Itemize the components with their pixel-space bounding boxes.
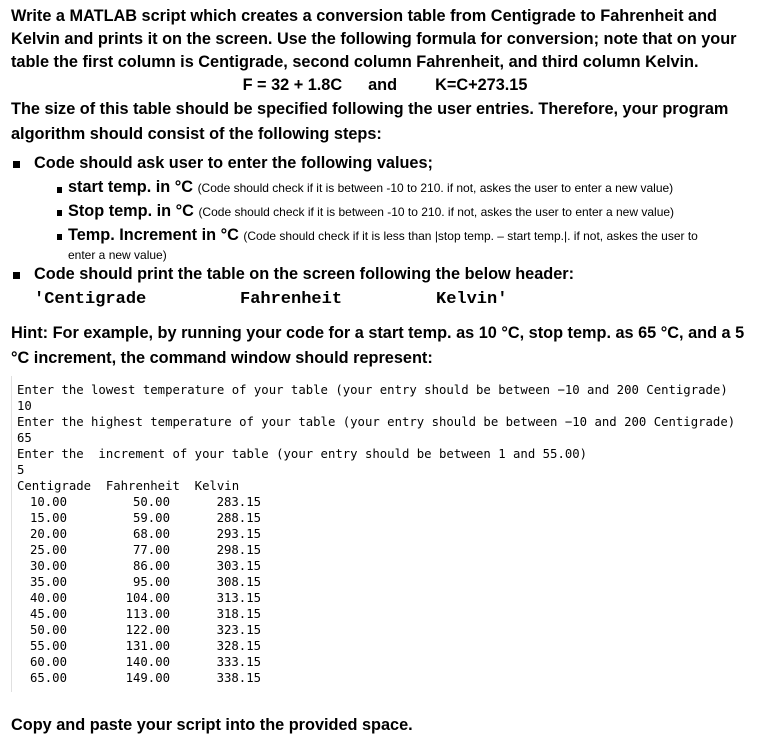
conversion-formula <box>0 74 770 97</box>
console-prompt-highest: Enter the highest temperature of your table (your entry should be between −10 and 200 Centigrade) <box>17 415 736 429</box>
footer-instruction: Copy and paste your script into the provided space. <box>11 716 413 734</box>
console-prompt-increment: Enter the increment of your table (your entry should be between 1 and 55.00) <box>17 447 588 461</box>
hint-paragraph: Hint: For example, by running your code for a start temp. as 10 °C, stop temp. as 65 °C, and a 5 °C increment, the command window should represent: <box>11 324 745 367</box>
table-row <box>17 494 317 510</box>
table-row <box>17 558 317 574</box>
centigrade-cell: 30.00 <box>29 559 67 573</box>
fahrenheit-cell: 95.00 <box>132 575 170 589</box>
centigrade-cell: 65.00 <box>29 671 67 685</box>
increment-label: Temp. Increment in °C <box>68 226 239 244</box>
table-row <box>17 622 317 638</box>
kelvin-cell: 328.15 <box>216 639 261 653</box>
centigrade-cell: 40.00 <box>29 591 67 605</box>
console-entry-highest: 65 <box>17 431 32 445</box>
sub-bullet-icon <box>57 187 62 193</box>
centigrade-cell: 45.00 <box>29 607 67 621</box>
console-entry-increment: 5 <box>17 463 25 477</box>
step-stop-temp <box>68 202 674 221</box>
centigrade-cell: 25.00 <box>29 543 67 557</box>
command-window-output <box>11 376 762 692</box>
table-row <box>17 654 317 670</box>
start-temp-note: (Code should check if it is between -10 to 210. if not, askes the user to enter a new value) <box>197 181 674 195</box>
table-row <box>17 526 317 542</box>
centigrade-cell: 55.00 <box>29 639 67 653</box>
fahrenheit-cell: 50.00 <box>132 495 170 509</box>
increment-note: (Code should check if it is less than |stop temp. – start temp.|. if not, askes the user to <box>243 229 698 243</box>
kelvin-cell: 313.15 <box>216 591 261 605</box>
stop-temp-label: Stop temp. in °C <box>68 202 194 220</box>
header-centigrade: 'Centigrade <box>34 290 147 309</box>
fahrenheit-cell: 131.00 <box>125 639 170 653</box>
sub-bullet-icon <box>57 210 62 216</box>
kelvin-cell: 308.15 <box>216 575 261 589</box>
fahrenheit-formula: F = 32 + 1.8C <box>242 76 343 94</box>
kelvin-cell: 338.15 <box>216 671 261 685</box>
console-table-header: Centigrade Fahrenheit Kelvin <box>17 479 240 493</box>
centigrade-cell: 15.00 <box>29 511 67 525</box>
table-row <box>17 510 317 526</box>
table-row <box>17 670 317 686</box>
step-ask-values: Code should ask user to enter the following values; <box>34 154 433 172</box>
bullet-icon <box>13 161 20 168</box>
fahrenheit-cell: 113.00 <box>125 607 170 621</box>
kelvin-cell: 283.15 <box>216 495 261 509</box>
centigrade-cell: 50.00 <box>29 623 67 637</box>
bullet-icon <box>13 272 20 279</box>
centigrade-cell: 20.00 <box>29 527 67 541</box>
formula-and: and <box>368 76 398 94</box>
table-row <box>17 542 317 558</box>
console-prompt-lowest: Enter the lowest temperature of your table (your entry should be between −10 and 200 Centigrade) <box>17 383 728 397</box>
fahrenheit-cell: 104.00 <box>125 591 170 605</box>
kelvin-cell: 333.15 <box>216 655 261 669</box>
size-paragraph: The size of this table should be specified following the user entries. Therefore, your program algorithm should consist of the following steps: <box>11 100 729 143</box>
step-print-table: Code should print the table on the screen following the below header: <box>34 265 575 283</box>
increment-note-continued: enter a new value) <box>68 248 167 262</box>
sub-bullet-icon <box>57 234 62 240</box>
console-entry-lowest: 10 <box>17 399 32 413</box>
stop-temp-note: (Code should check if it is between -10 to 210. if not, askes the user to enter a new value) <box>198 205 675 219</box>
fahrenheit-cell: 59.00 <box>132 511 170 525</box>
intro-paragraph: Write a MATLAB script which creates a conversion table from Centigrade to Fahrenheit and Kelvin and prints it on the screen. Use the following formula for conversion; note that on your table the first column is Centigrade, second column Fahrenheit, and third column Kelvin. <box>11 7 737 71</box>
table-row <box>17 590 317 606</box>
fahrenheit-cell: 122.00 <box>125 623 170 637</box>
header-kelvin: Kelvin' <box>436 290 508 309</box>
kelvin-cell: 303.15 <box>216 559 261 573</box>
kelvin-cell: 298.15 <box>216 543 261 557</box>
start-temp-label: start temp. in °C <box>68 178 194 196</box>
kelvin-cell: 293.15 <box>216 527 261 541</box>
centigrade-cell: 35.00 <box>29 575 67 589</box>
kelvin-formula: K=C+273.15 <box>435 76 528 94</box>
fahrenheit-cell: 86.00 <box>132 559 170 573</box>
fahrenheit-cell: 77.00 <box>132 543 170 557</box>
fahrenheit-cell: 140.00 <box>125 655 170 669</box>
step-start-temp <box>68 178 673 197</box>
kelvin-cell: 323.15 <box>216 623 261 637</box>
centigrade-cell: 60.00 <box>29 655 67 669</box>
step-increment <box>68 226 698 245</box>
table-row <box>17 638 317 654</box>
centigrade-cell: 10.00 <box>29 495 67 509</box>
fahrenheit-cell: 68.00 <box>132 527 170 541</box>
header-fahrenheit: Fahrenheit <box>240 290 343 309</box>
kelvin-cell: 288.15 <box>216 511 261 525</box>
table-row <box>17 606 317 622</box>
fahrenheit-cell: 149.00 <box>125 671 170 685</box>
table-row <box>17 574 317 590</box>
kelvin-cell: 318.15 <box>216 607 261 621</box>
